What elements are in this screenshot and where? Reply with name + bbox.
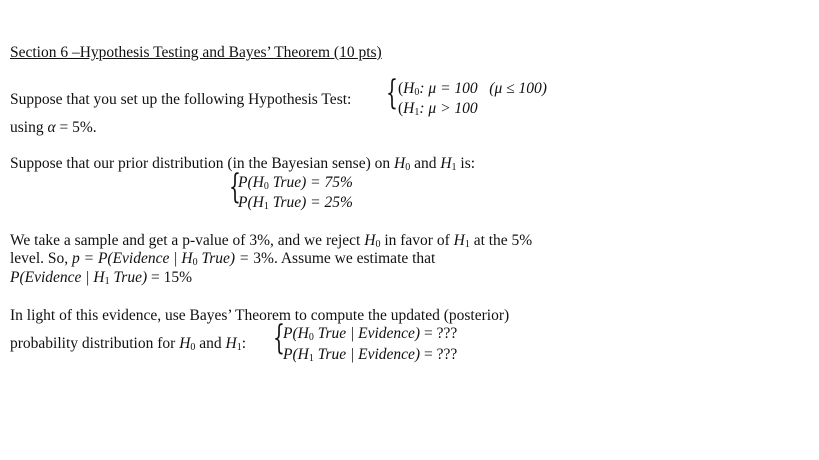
brace-posterior: { — [273, 318, 285, 358]
posterior-lead: In light of this evidence, use Bayes’ Theorem to compute the updated (posterior) — [10, 307, 510, 324]
brace-prior: { — [229, 167, 241, 207]
section-title: Section 6 –Hypothesis Testing and Bayes’ Theorem (10 pts) — [10, 44, 382, 61]
posterior-line-2: probability distribution for $H_0$ and $H_1$: — [10, 335, 247, 353]
pvalue-line-3: P(Evidence | $H_1$ True) = 15% — [10, 269, 193, 287]
alt-hypothesis: ($H_1$: μ > 100 — [398, 100, 478, 118]
null-hypothesis-note: (μ ≤ 100) — [489, 80, 547, 97]
brace-hypotheses: { — [386, 73, 398, 113]
prior-lead: Suppose that our prior distribution (in the Bayesian sense) on $H_0$ and $H_1$ is: — [10, 155, 476, 173]
pvalue-line-2: level. So, p = P(Evidence | $H_0$ True) = 3%. Assume we estimate that — [10, 250, 436, 268]
pvalue-line-1: We take a sample and get a p-value of 3%, and we reject $H_0$ in favor of $H_1$ at the 5% — [10, 232, 533, 250]
prior-h1: $P(H_1$ True) = 25% — [238, 194, 353, 212]
null-hypothesis: ($H_0$: μ = 100 (μ ≤ 100) — [398, 80, 547, 98]
alpha-line: using α = 5%. — [10, 119, 97, 136]
posterior-h0: $P(H_0$ True | Evidence) = ??? — [283, 325, 458, 343]
posterior-h1: $P(H_1$ True | Evidence) = ??? — [283, 346, 458, 364]
hypothesis-lead: Suppose that you set up the following Hypothesis Test: — [10, 91, 352, 108]
prior-h0: $P(H_0$ True) = 75% — [238, 174, 353, 192]
